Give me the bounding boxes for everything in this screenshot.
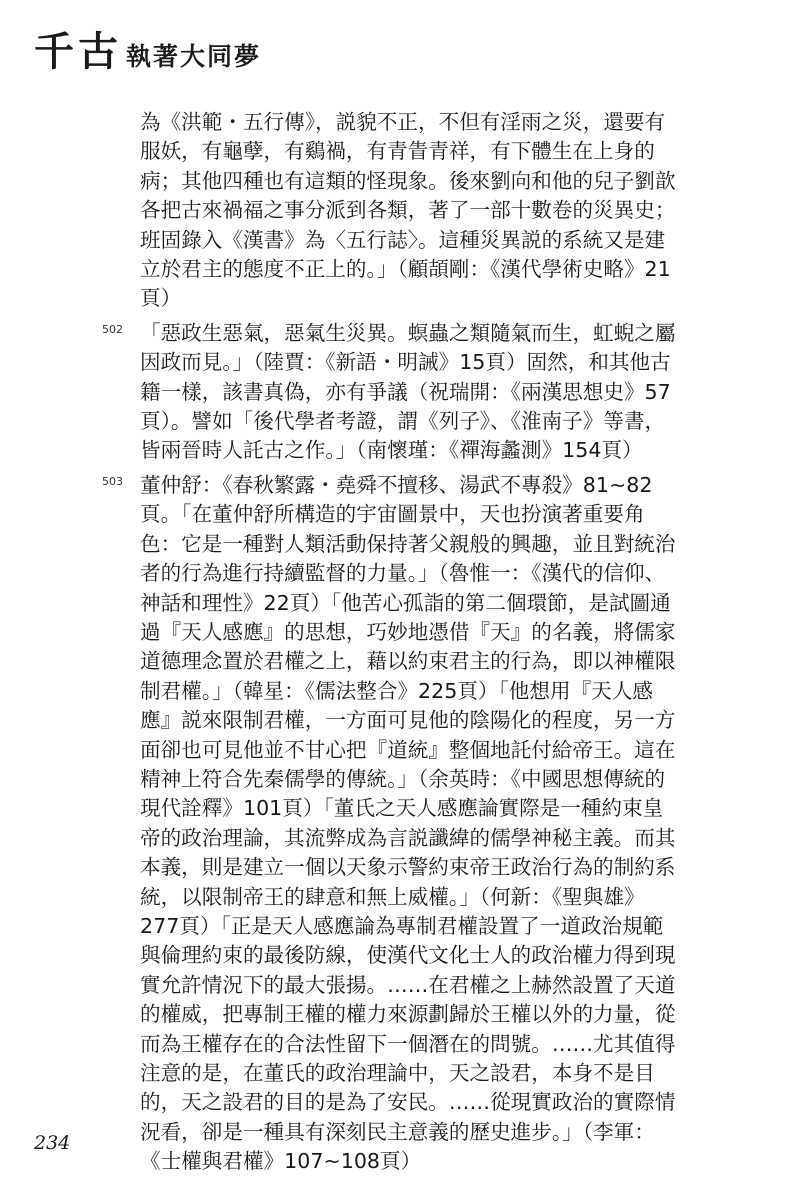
- book-title-sub: 執著大同夢: [126, 42, 262, 71]
- footnote-text: 董仲舒：《春秋繁露・堯舜不擅移、湯武不專殺》81~82頁。「在董仲舒所構造的宇宙圖景中，天也扮演著重要角色：它是一種對人類活動保持著父親般的興趣，並且對統治者的行為進行持續監督的力量。」（魯惟一：《漢代的信仰、神話和理性》22頁）「他苦心孤詣的第二個環節，是試圖通過『天人感應』的思想，巧妙地憑借『天』的名義，將儒家道德理念置於君權之上，藉以約束君主的行為，即以神權限制君權。」（韓星：《儒法整合》225頁）「他想用『天人感應』説來限制君權，一方面可見他的陰陽化的程度，另一方面卻也可見他並不甘心把『道統』整個地託付給帝王。這在精神上符合先秦儒學的傳統。」（余英時：《中國思想傳統的現代詮釋》101頁）「董氏之天人感應論實際是一種約束皇帝的政治理論，其流弊成為言説讖緯的儒學神秘主義。而其本義，則是建立一個以天象示警約束帝王政治行為的制約系統，以限制帝王的肆意和無上威權。」（何新：《聖與雄》277頁）「正是天人感應論為專制君權設置了一道政治規範與倫理約束的最後防線，使漢代文化士人的政治權力得到現實允許情況下的最大張揚。……在君權之上赫然設置了天道的權威，把專制王權的權力來源劃歸於王權以外的力量，從而為王權存在的合法性留下一個潛在的問號。……尤其值得注意的是，在董氏的政治理論中，天之設君，本身不是目的，天之設君的目的是為了安民。……從現實政治的實際情況看，卻是一種具有深刻民主意義的歷史進步。」（李軍：《士權與君權》107~108頁）: [140, 472, 676, 1174]
- footnote-text: 「惡政生惡氣，惡氣生災異。螟蟲之類隨氣而生，虹蜺之屬因政而見。」（陸賈：《新語・明誡》15頁）固然，和其他古籍一樣，該書真偽，亦有爭議（祝瑞開：《兩漢思想史》57頁）。譬如「後代學者考證，謂《列子》、《淮南子》等書，皆兩晉時人託古之作。」（南懷瑾：《禪海蠡測》154頁）: [140, 320, 676, 463]
- book-title-main: 千古: [34, 28, 122, 75]
- footnote-number: 502: [102, 322, 123, 336]
- running-header: [34, 30, 261, 74]
- footnotes-body: [102, 108, 680, 1177]
- footnote-502: [102, 319, 680, 466]
- footnote-503: [102, 471, 680, 1177]
- page-number: 234: [34, 1132, 71, 1154]
- footnote-number: 503: [102, 474, 123, 488]
- footnote-continuation: 為《洪範・五行傳》，説貌不正，不但有淫雨之災，還要有服妖，有龜孽，有鷄禍，有青眚青祥，有下體生在上身的病；其他四種也有這類的怪現象。後來劉向和他的兒子劉歆各把古來禍福之事分派到各類，著了一部十數卷的災異史；班固錄入《漢書》為〈五行誌〉。這種災異説的系統又是建立於君主的態度不正上的。」（顧頡剛：《漢代學術史略》21頁）: [140, 110, 676, 311]
